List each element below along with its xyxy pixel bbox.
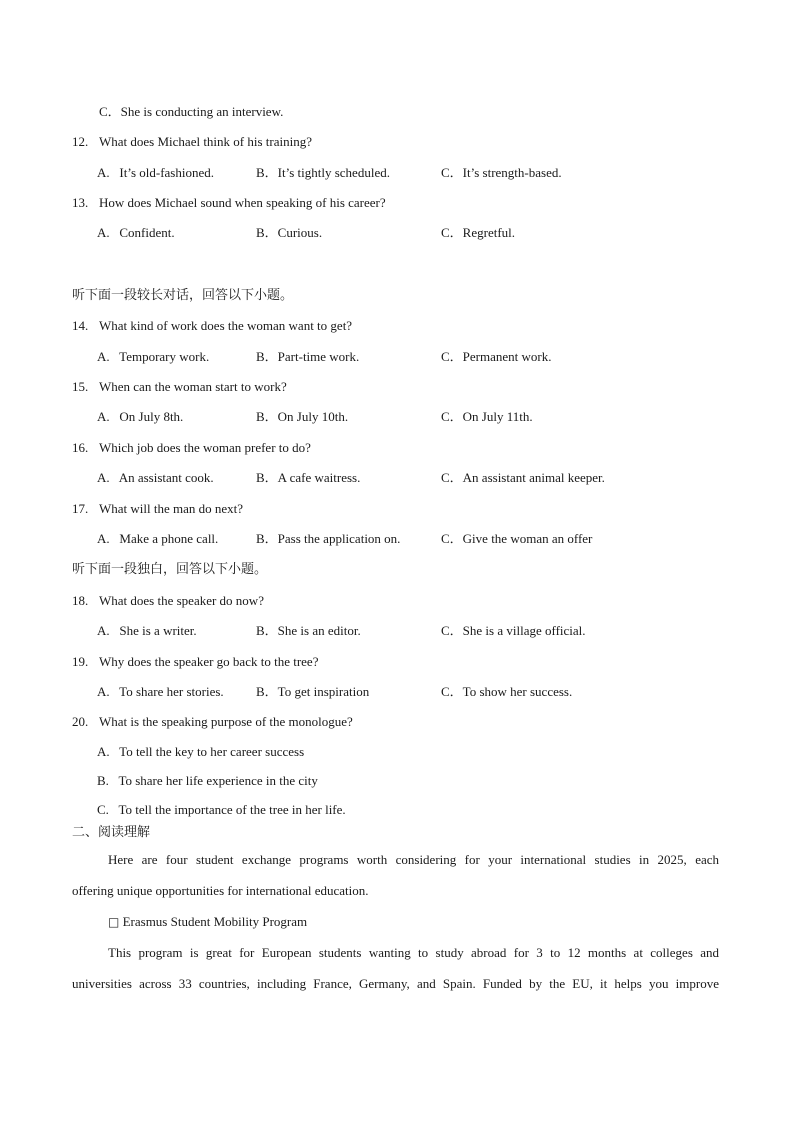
option-text: Curious. (277, 225, 323, 240)
question-20-option-b (97, 773, 318, 789)
option-b (256, 470, 360, 486)
option-a (97, 684, 224, 700)
option-label: B． (256, 470, 278, 485)
option-text: Regretful. (462, 225, 516, 240)
text: This program is great for European students wanting to study abroad for 3 to 12 months at colleges and (108, 945, 719, 960)
program-title: Erasmus Student Mobility Program (122, 914, 308, 929)
option-label: A. (97, 531, 110, 546)
option-text: Part-time work. (277, 349, 360, 364)
option-b (256, 165, 390, 181)
question-number: 14. (72, 318, 89, 333)
program-body (72, 937, 719, 999)
option-a (97, 531, 218, 547)
option-text: It’s old-fashioned. (119, 165, 214, 180)
option-b (256, 349, 359, 365)
program-heading (108, 914, 307, 930)
question-text: Why does the speaker go back to the tree? (99, 654, 319, 669)
reading-intro (72, 844, 719, 906)
option-label: C． (441, 349, 463, 364)
option-text: On July 8th. (119, 409, 184, 424)
question-number: 18. (72, 593, 89, 608)
option-text: Confident. (119, 225, 175, 240)
option-text: An assistant cook. (118, 470, 214, 485)
option-text: An assistant animal keeper. (462, 470, 605, 485)
option-text: To get inspiration (277, 684, 370, 699)
option-label: B． (256, 531, 278, 546)
option-text: Make a phone call. (119, 531, 219, 546)
question-20-option-a (97, 744, 304, 760)
reading-intro-line-1 (72, 844, 719, 875)
option-text: On July 10th. (277, 409, 349, 424)
option-text: She is an editor. (277, 623, 361, 638)
option-b (256, 409, 348, 425)
question-number: 20. (72, 714, 89, 729)
option-label: B． (256, 225, 278, 240)
option-text: To show her success. (462, 684, 573, 699)
option-label: C． (99, 104, 121, 119)
option-text: To share her life experience in the city (118, 773, 318, 788)
option-label: A. (97, 623, 110, 638)
option-text: She is a village official. (462, 623, 586, 638)
option-label: A. (97, 684, 110, 699)
dialogue-instruction: 听下面一段较长对话，回答以下小题。 (72, 288, 294, 303)
option-text: Give the woman an offer (462, 531, 593, 546)
option-label: A. (97, 470, 110, 485)
option-a (97, 225, 175, 241)
option-text: To share her stories. (119, 684, 224, 699)
option-label: C． (441, 623, 463, 638)
option-c (441, 409, 533, 425)
question-text: What does Michael think of his training? (99, 134, 313, 149)
option-label: B. (97, 773, 109, 788)
option-text: To tell the importance of the tree in her life. (118, 802, 346, 817)
program-body-line-1 (72, 937, 719, 968)
option-text: She is a writer. (119, 623, 197, 638)
option-label: C． (441, 225, 463, 240)
question-number: 16. (72, 440, 89, 455)
option-c (441, 225, 515, 241)
option-label: A. (97, 744, 110, 759)
option-text: A cafe waitress. (277, 470, 361, 485)
option-c (441, 684, 572, 700)
question-text: How does Michael sound when speaking of his career? (99, 195, 386, 210)
option-label: C． (441, 531, 463, 546)
monologue-instruction: 听下面一段独白，回答以下小题。 (72, 562, 268, 577)
q11-option-c (99, 104, 283, 120)
option-text: Permanent work. (462, 349, 552, 364)
option-c (441, 531, 592, 547)
question-number: 12. (72, 134, 89, 149)
option-c (441, 623, 586, 639)
question-text: What is the speaking purpose of the monologue? (99, 714, 353, 729)
option-label: C． (441, 684, 463, 699)
option-a (97, 470, 214, 486)
option-a (97, 623, 197, 639)
program-body-line-2: universities across 33 countries, including France, Germany, and Spain. Funded by the EU, it helps you improve (72, 976, 719, 991)
option-b (256, 623, 361, 639)
question-text: Which job does the woman prefer to do? (99, 440, 311, 455)
option-b (256, 225, 322, 241)
checkbox-icon: □ (108, 915, 120, 929)
option-a (97, 165, 214, 181)
option-text: Temporary work. (119, 349, 210, 364)
option-label: A. (97, 349, 110, 364)
option-label: C． (441, 470, 463, 485)
option-text: On July 11th. (462, 409, 533, 424)
option-text: It’s strength-based. (462, 165, 562, 180)
question-number: 15. (72, 379, 89, 394)
option-c (441, 470, 605, 486)
section-2-title: 二、阅读理解 (72, 825, 151, 840)
option-text: She is conducting an interview. (120, 104, 284, 119)
option-label: B． (256, 409, 278, 424)
option-label: C． (441, 165, 463, 180)
option-label: A. (97, 225, 110, 240)
option-label: C. (97, 802, 109, 817)
option-b (256, 531, 400, 547)
option-text: It’s tightly scheduled. (277, 165, 390, 180)
option-label: A. (97, 409, 110, 424)
question-number: 17. (72, 501, 89, 516)
question-text: What kind of work does the woman want to get? (99, 318, 353, 333)
reading-intro-line-2: offering unique opportunities for international education. (72, 883, 369, 898)
option-label: A. (97, 165, 110, 180)
option-c (441, 165, 562, 181)
option-text: Pass the application on. (277, 531, 401, 546)
option-label: B． (256, 684, 278, 699)
option-c (441, 349, 551, 365)
option-label: C． (441, 409, 463, 424)
text: Here are four student exchange programs worth considering for your international studies in 2025, each (108, 852, 719, 867)
question-text: What will the man do next? (99, 501, 244, 516)
question-text: What does the speaker do now? (99, 593, 264, 608)
question-20-option-c (97, 802, 346, 818)
option-label: B． (256, 349, 278, 364)
option-b (256, 684, 369, 700)
option-a (97, 409, 183, 425)
question-number: 13. (72, 195, 89, 210)
option-a (97, 349, 209, 365)
option-label: B． (256, 165, 278, 180)
question-text: When can the woman start to work? (99, 379, 287, 394)
option-text: To tell the key to her career success (119, 744, 305, 759)
option-label: B． (256, 623, 278, 638)
question-number: 19. (72, 654, 89, 669)
